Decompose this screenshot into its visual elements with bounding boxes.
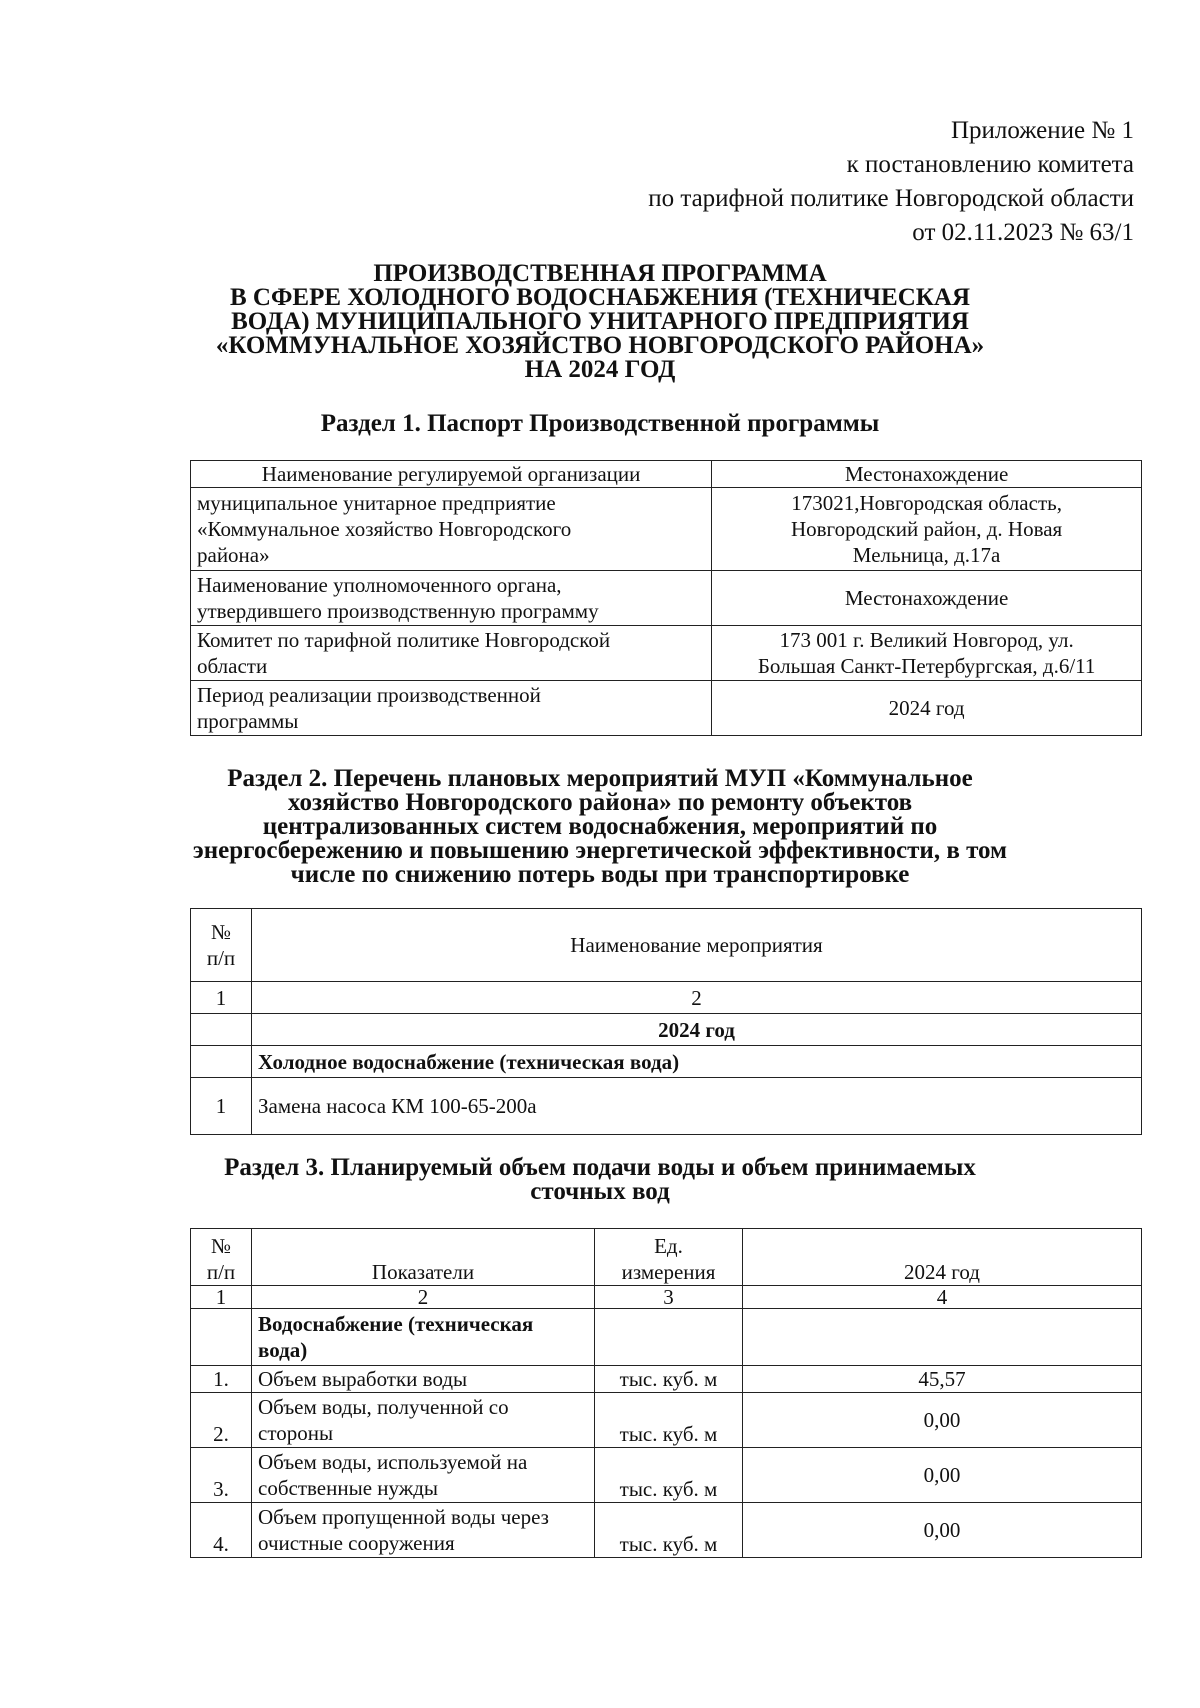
appendix-line: от 02.11.2023 № 63/1: [912, 219, 1134, 246]
authority-location-label: Местонахождение: [712, 571, 1142, 626]
section-title-line: централизованных систем водоснабжения, мероприятий по: [262, 813, 938, 840]
cell-line: муниципальное унитарное предприятие: [197, 491, 556, 515]
title-line: НА 2024 ГОД: [524, 356, 676, 383]
period-value-cell: 2024 год: [712, 681, 1142, 736]
table-row: [191, 626, 1142, 681]
appendix-line: по тарифной политике Новгородской области: [648, 185, 1134, 212]
table-row: [191, 461, 1142, 488]
cell-line: Большая Санкт-Петербургская, д.6/11: [757, 654, 1096, 678]
empty-cell: [191, 1046, 252, 1078]
cell-line: п/п: [206, 1260, 236, 1284]
cell-line: №: [210, 920, 232, 944]
header-cell: [595, 1229, 743, 1286]
table-row: [191, 1078, 1142, 1135]
passport-table: [190, 460, 1142, 736]
committee-location-cell: [712, 626, 1142, 681]
table-row: [191, 1014, 1142, 1046]
column-number-cell: 3: [595, 1286, 743, 1309]
appendix-line: к постановлению комитета: [846, 151, 1134, 178]
table-row: [191, 1503, 1142, 1558]
section3-title: [160, 1156, 1040, 1204]
empty-cell: [191, 1309, 252, 1366]
table-row: [191, 1393, 1142, 1448]
column-number-cell: 2: [252, 982, 1142, 1014]
appendix-line: Приложение № 1: [950, 117, 1134, 144]
committee-cell: [191, 626, 712, 681]
row-number-cell: 3.: [191, 1448, 252, 1503]
value-cell: 0,00: [743, 1393, 1142, 1448]
section-title-line: Раздел 3. Планируемый объем подачи воды и объем принимаемых: [224, 1154, 976, 1181]
table-row: [191, 1229, 1142, 1286]
value-cell: 0,00: [743, 1503, 1142, 1558]
indicator-cell: [252, 1503, 595, 1558]
column-number-cell: 1: [191, 1286, 252, 1309]
section-title-line: числе по снижению потерь воды при транспортировке: [290, 861, 910, 888]
section-title-line: сточных вод: [530, 1178, 670, 1205]
period-label-cell: [191, 681, 712, 736]
section2-title: [160, 767, 1040, 887]
header-cell: [191, 1229, 252, 1286]
unit-cell: тыс. куб. м: [595, 1366, 743, 1393]
cell-line: стороны: [258, 1421, 334, 1445]
cell-line: района»: [197, 543, 270, 567]
cell-line: Объем воды, полученной со: [258, 1395, 509, 1419]
measures-table: [190, 908, 1142, 1135]
cell-line: Наименование уполномоченного органа,: [197, 573, 562, 597]
table-row: [191, 1046, 1142, 1078]
column-number-cell: 1: [191, 982, 252, 1014]
cell-line: Водоснабжение (техническая: [258, 1312, 534, 1336]
table-row: [191, 681, 1142, 736]
cell-line: очистные сооружения: [258, 1531, 455, 1555]
cell-line: Новгородский район, д. Новая: [790, 517, 1063, 541]
cell-line: Объем пропущенной воды через: [258, 1505, 549, 1529]
header-cell: Местонахождение: [712, 461, 1142, 488]
cell-line: 173021,Новгородская область,: [791, 491, 1062, 515]
cell-line: области: [197, 654, 268, 678]
cell-line: вода): [258, 1338, 308, 1362]
section-title-line: энергосбережению и повышению энергетической эффективности, в том: [192, 837, 1008, 864]
unit-cell: тыс. куб. м: [595, 1503, 743, 1558]
empty-cell: [743, 1309, 1142, 1366]
org-name-cell: [191, 488, 712, 571]
table-row: [191, 1366, 1142, 1393]
section-title-line: Раздел 1. Паспорт Производственной программы: [320, 410, 880, 437]
volume-table: [190, 1228, 1142, 1558]
column-number-cell: 2: [252, 1286, 595, 1309]
header-cell: 2024 год: [743, 1229, 1142, 1286]
category-cell: [252, 1309, 595, 1366]
indicator-cell: [252, 1448, 595, 1503]
title-line: ВОДА) МУНИЦИПАЛЬНОГО УНИТАРНОГО ПРЕДПРИЯТИЯ: [231, 308, 969, 335]
table-row: [191, 982, 1142, 1014]
unit-cell: тыс. куб. м: [595, 1448, 743, 1503]
indicator-cell: Объем выработки воды: [252, 1366, 595, 1393]
table-row: [191, 1286, 1142, 1309]
table-row: [191, 1448, 1142, 1503]
category-cell: Холодное водоснабжение (техническая вода): [252, 1046, 1142, 1078]
row-number-cell: 1.: [191, 1366, 252, 1393]
document-title: [180, 262, 1020, 382]
header-cell: Наименование мероприятия: [252, 909, 1142, 982]
value-cell: 0,00: [743, 1448, 1142, 1503]
table-row: [191, 488, 1142, 571]
row-number-cell: 2.: [191, 1393, 252, 1448]
cell-line: собственные нужды: [258, 1476, 439, 1500]
cell-line: №: [210, 1234, 232, 1258]
header-cell: Показатели: [252, 1229, 595, 1286]
header-cell: [191, 909, 252, 982]
cell-line: измерения: [621, 1260, 716, 1284]
cell-line: программы: [197, 709, 299, 733]
cell-line: Период реализации производственной: [197, 683, 541, 707]
table-row: [191, 1309, 1142, 1366]
title-line: «КОММУНАЛЬНОЕ ХОЗЯЙСТВО НОВГОРОДСКОГО РАЙОНА»: [215, 332, 985, 359]
indicator-cell: [252, 1393, 595, 1448]
item-name-cell: Замена насоса КМ 100-65-200а: [252, 1078, 1142, 1135]
header-cell: Наименование регулируемой организации: [191, 461, 712, 488]
cell-line: утвердившего производственную программу: [197, 599, 599, 623]
empty-cell: [191, 1014, 252, 1046]
org-location-cell: [712, 488, 1142, 571]
cell-line: Ед.: [654, 1234, 683, 1258]
cell-line: п/п: [206, 946, 236, 970]
cell-line: «Коммунальное хозяйство Новгородского: [197, 517, 572, 541]
section-title-line: Раздел 2. Перечень плановых мероприятий МУП «Коммунальное: [227, 765, 973, 792]
section1-title: [160, 412, 1040, 436]
cell-line: 173 001 г. Великий Новгород, ул.: [779, 628, 1074, 652]
empty-cell: [595, 1309, 743, 1366]
authority-label-cell: [191, 571, 712, 626]
year-cell: 2024 год: [252, 1014, 1142, 1046]
column-number-cell: 4: [743, 1286, 1142, 1309]
value-cell: 45,57: [743, 1366, 1142, 1393]
cell-line: Мельница, д.17а: [852, 543, 1001, 567]
row-number-cell: 4.: [191, 1503, 252, 1558]
table-row: [191, 909, 1142, 982]
table-row: [191, 571, 1142, 626]
section-title-line: хозяйство Новгородского района» по ремонту объектов: [287, 789, 913, 816]
title-line: ПРОИЗВОДСТВЕННАЯ ПРОГРАММА: [373, 260, 827, 287]
title-line: В СФЕРЕ ХОЛОДНОГО ВОДОСНАБЖЕНИЯ (ТЕХНИЧЕСКАЯ: [229, 284, 970, 311]
appendix-header: [648, 114, 1134, 250]
unit-cell: тыс. куб. м: [595, 1393, 743, 1448]
item-number-cell: 1: [191, 1078, 252, 1135]
cell-line: Комитет по тарифной политике Новгородской: [197, 628, 611, 652]
cell-line: Объем воды, используемой на: [258, 1450, 528, 1474]
